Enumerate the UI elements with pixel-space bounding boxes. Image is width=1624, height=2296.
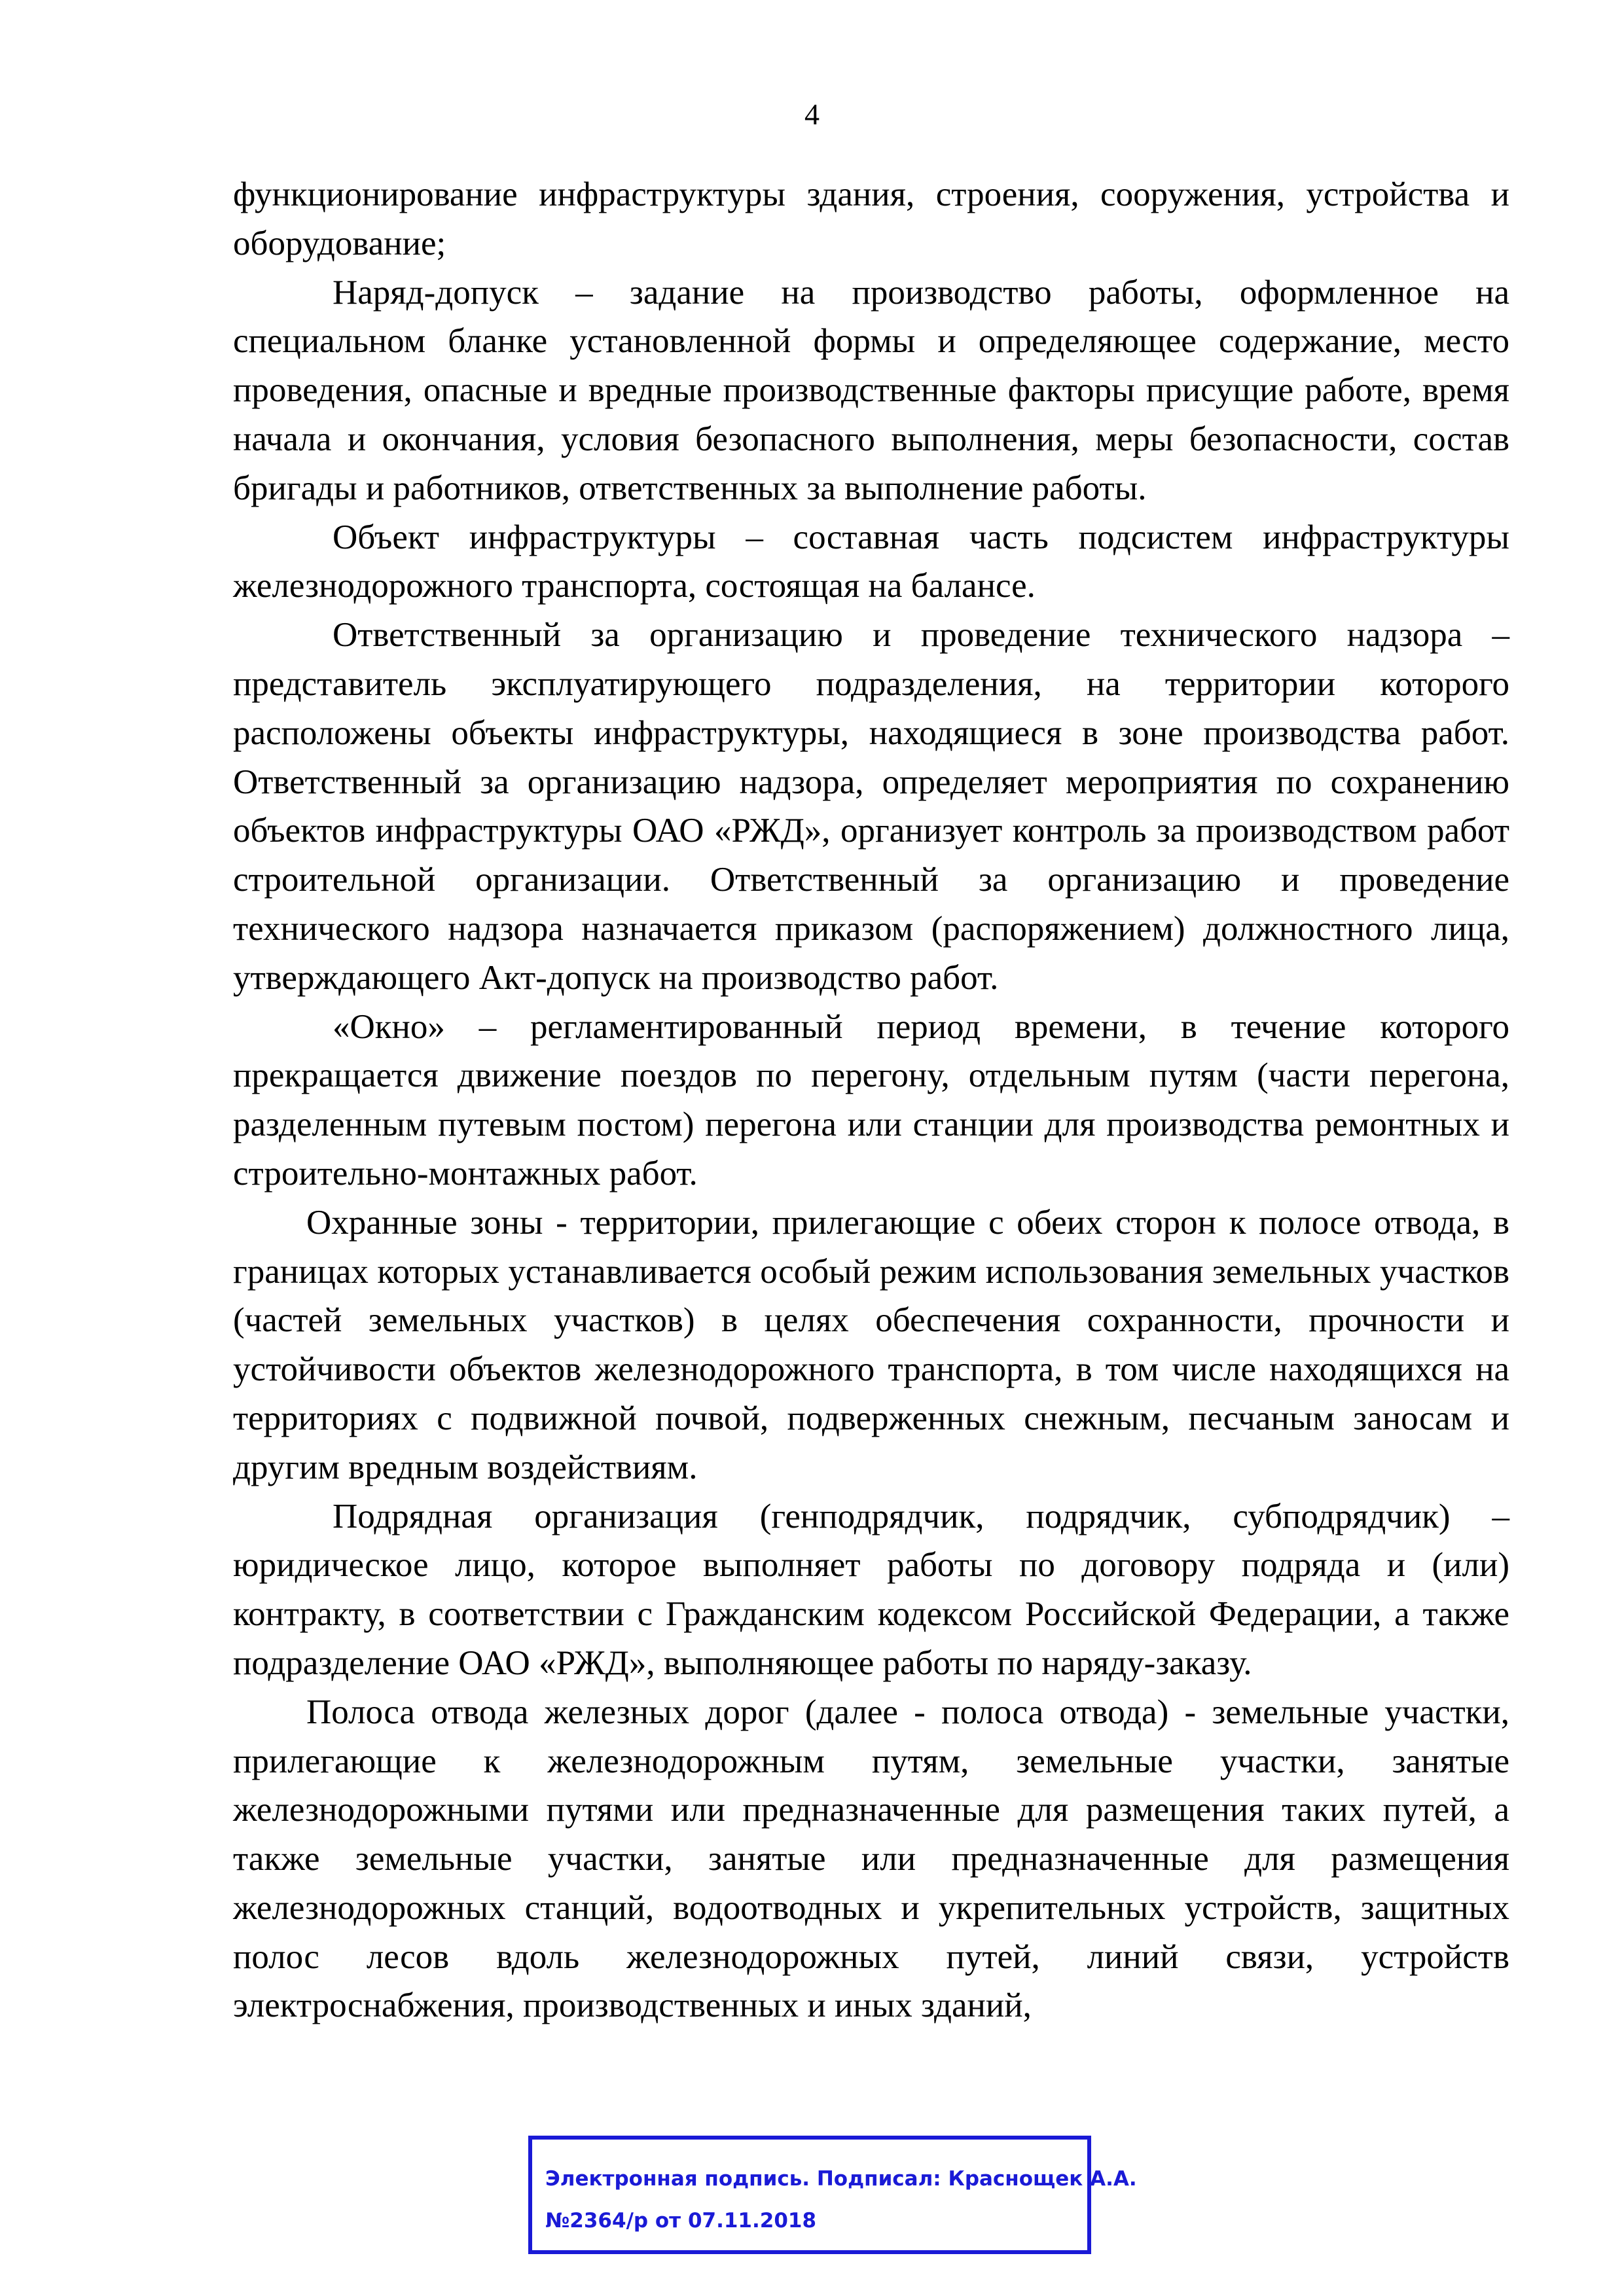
paragraph-infrastructure-continuation: функционирование инфраструктуры здания, строения, сооружения, устройства и оборудование; xyxy=(233,175,1509,262)
page-number: 4 xyxy=(804,98,820,131)
electronic-signature-stamp xyxy=(528,2136,1137,2254)
paragraph-contractor-definition: Подрядная организация (генподрядчик, подрядчик, субподрядчик) – юридическое лицо, которое выполняет работы по договору подряда и (или) контракту, в соответствии с Гражданским кодексом Российской Федерации, а также подразделение ОАО «РЖД», выполняющее работы по наряду-заказу. xyxy=(233,1497,1509,1682)
paragraph-window-definition: «Окно» – регламентированный период времени, в течение которого прекращается движение поездов по перегону, отдельным путям (части перегона, разделенным путевым постом) перегона или станции для производства ремонтных и строительно-монтажных работ. xyxy=(233,1007,1509,1193)
paragraph-protected-zones-definition: Охранные зоны - территории, прилегающие с обеих сторон к полосе отвода, в границах которых устанавливается особый режим использования земельных участков (частей земельных участков) в целях обеспечения сохранности, прочности и устойчивости объектов железнодорожного транспорта, в том числе находящихся на территориях с подвижной почвой, подверженных снежным, песчаным заносам и другим вредным воздействиям. xyxy=(233,1203,1509,1486)
paragraph-work-permit-definition: Наряд-допуск – задание на производство работы, оформленное на специальном бланке установленной формы и определяющее содержание, место проведения, опасные и вредные производственные факторы присущие работе, время начала и окончания, условия безопасного выполнения, меры безопасности, состав бригады и работников, ответственных за выполнение работы. xyxy=(233,273,1509,507)
paragraph-infrastructure-object-definition: Объект инфраструктуры – составная часть подсистем инфраструктуры железнодорожного транспорта, состоящая на балансе. xyxy=(233,518,1509,605)
signature-order-number: №2364/р от 07.11.2018 xyxy=(545,2209,817,2233)
paragraph-supervision-responsible-definition: Ответственный за организацию и проведение технического надзора – представитель эксплуатирующего подразделения, на территории которого расположены объекты инфраструктуры, находящиеся в зоне производства работ. Ответственный за организацию надзора, определяет мероприятия по сохранению объектов инфраструктуры ОАО «РЖД», организует контроль за производством работ строительной организации. Ответственный за организацию и проведение технического надзора назначается приказом (распоряжением) должностного лица, утверждающего Акт-допуск на производство работ. xyxy=(233,616,1509,997)
paragraph-right-of-way-definition: Полоса отвода железных дорог (далее - полоса отвода) - земельные участки, прилегающие к железнодорожным путям, земельные участки, занятые железнодорожными путями или предназначенные для размещения таких путей, а также земельные участки, занятые или предназначенные для размещения железнодорожных станций, водоотводных и укрепительных устройств, защитных полос лесов вдоль железнодорожных путей, линий связи, устройств электроснабжения, производственных и иных зданий, xyxy=(233,1693,1509,2025)
document-body xyxy=(233,170,1509,2030)
signature-signed-by: Электронная подпись. Подписал: Краснощек А.А. xyxy=(545,2167,1137,2191)
